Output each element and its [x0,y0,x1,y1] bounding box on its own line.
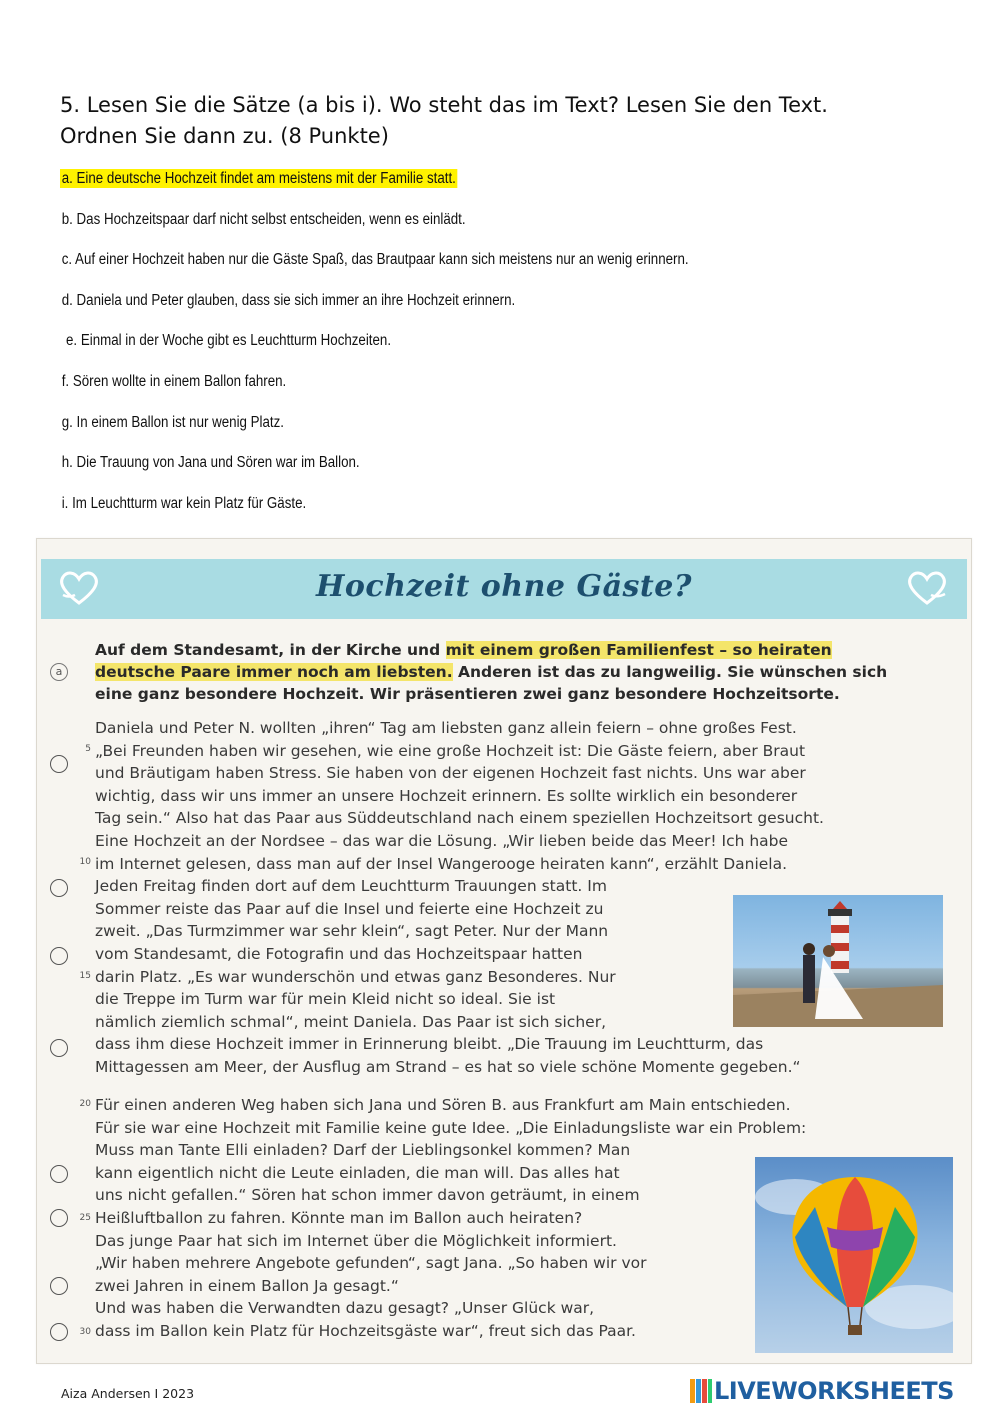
text-line: Heißluftballon zu fahren. Könnte man im Ballon auch heiraten? [95,1208,583,1227]
line-number: 25 [79,1213,91,1223]
text-line: „Bei Freunden haben wir gesehen, wie eine große Hochzeit ist: Die Gäste feiern, aber Braut [95,741,806,760]
text-line: „Wir haben mehrere Angebote gefunden“, sagt Jana. „So haben wir vor [95,1254,647,1273]
text-line: Das junge Paar hat sich im Internet über die Möglichkeit informiert. [95,1231,617,1250]
intro-line [95,661,955,683]
line-number: 20 [79,1099,91,1109]
intro-line: eine ganz besondere Hochzeit. Wir präsentieren zwei ganz besondere Hochzeitsorte. [95,685,840,703]
text-line: dass im Ballon kein Platz für Hochzeitsgäste war“, freut sich das Paar. [95,1321,636,1340]
sentence-text: i. Im Leuchtturm war kein Platz für Gäste. [61,494,307,512]
sentence-e[interactable] [60,329,834,370]
text-line: zweit. „Das Turmzimmer war sehr klein“, sagt Peter. Nur der Mann [95,922,609,941]
intro-line [95,639,955,661]
text-line: Eine Hochzeit an der Nordsee – das war die Lösung. „Wir lieben beide das Meer! Ich habe [95,831,789,850]
heart-icon [905,567,949,607]
sentence-g[interactable] [60,411,834,452]
sentence-text: b. Das Hochzeitspaar darf nicht selbst entscheiden, wenn es einlädt. [61,210,466,228]
sentence-text: g. In einem Ballon ist nur wenig Platz. [61,413,285,431]
hot-air-balloon-illustration [755,1157,953,1353]
sentence-i[interactable] [60,492,834,533]
line-number: 30 [79,1327,91,1337]
sentence-list [60,167,960,532]
sentence-text: e. Einmal in der Woche gibt es Leuchtturm Hochzeiten. [66,332,392,350]
intro-highlight: mit einem großen Familienfest – so heiraten [445,641,832,659]
text-line: dass ihm diese Hochzeit immer in Erinnerung bleibt. „Die Trauung im Leuchtturm, das [95,1035,764,1054]
text-line: nämlich ziemlich schmal“, meint Daniela. Das Paar ist sich sicher, [95,1012,606,1031]
text-line: die Treppe im Turm war für mein Kleid nicht so ideal. Sie ist [95,990,556,1009]
text-line: Und was haben die Verwandten dazu gesagt? „Unser Glück war, [95,1299,595,1318]
liveworksheets-wordmark: LIVEWORKSHEETS [714,1377,954,1405]
text-line: Für einen anderen Weg haben sich Jana und Sören B. aus Frankfurt am Main entschieden. [95,1096,791,1114]
line-number: 10 [79,857,91,867]
text-line: zwei Jahren in einem Ballon Ja gesagt.“ [95,1276,399,1295]
text-line: Sommer reiste das Paar auf die Insel und feierte eine Hochzeit zu [95,899,604,918]
text-line: Mittagessen am Meer, der Ausflug am Strand – es hat so viele schöne Momente gegeben.“ [95,1057,801,1076]
task-title [60,90,940,152]
liveworksheets-logo[interactable] [690,1376,990,1406]
article-title: Hochzeit ohne Gäste? [316,569,692,604]
liveworksheets-icon [690,1379,712,1403]
task-title-line-2: Ordnen Sie dann zu. (8 Punkte) [60,124,389,148]
text-line: Jeden Freitag finden dort auf dem Leuchtturm Trauungen statt. Im [95,877,607,896]
answer-circle[interactable] [50,1277,68,1295]
sentence-text: c. Auf einer Hochzeit haben nur die Gäste Spaß, das Brautpaar kann sich meistens nur an wenig erinnern. [61,251,689,269]
text-line: Daniela und Peter N. wollten „ihren“ Tag am liebsten ganz allein feiern – ohne großes Fest. [95,719,797,737]
text-line: darin Platz. „Es war wunderschön und etwas ganz Besonderes. Nur [95,967,616,986]
hot-air-balloon-photo [755,1157,953,1353]
text-line: Für sie war eine Hochzeit mit Familie keine gute Idee. „Die Einladungsliste war ein Problem: [95,1118,807,1137]
sentence-text: f. Sören wollte in einem Ballon fahren. [61,372,287,390]
lighthouse-wedding-illustration [733,895,943,1027]
sentence-text: h. Die Trauung von Jana und Sören war im Ballon. [61,454,360,472]
intro-text: Auf dem Standesamt, in der Kirche und [95,641,446,659]
sentence-c[interactable] [60,248,834,289]
answer-circle[interactable] [50,947,68,965]
text-line: uns nicht gefallen.“ Sören hat schon immer davon geträumt, in einem [95,1186,640,1205]
text-line: im Internet gelesen, dass man auf der Insel Wangerooge heiraten kann“, erzählt Daniela. [95,854,788,873]
intro-highlight: deutsche Paare immer noch am liebsten. [95,663,453,681]
sentence-a[interactable] [60,167,834,208]
article-scan [36,538,972,1364]
answer-circle-a: a [50,663,68,681]
lighthouse-wedding-photo [733,895,943,1027]
text-line: Tag sein.“ Also hat das Paar aus Süddeutschland nach einem speziellen Hochzeitsort gesucht. [95,809,824,828]
line-number: 15 [79,971,91,981]
text-line: Muss man Tante Elli einladen? Darf der Lieblingsonkel kommen? Man [95,1141,631,1160]
task-title-line-1: 5. Lesen Sie die Sätze (a bis i). Wo steht das im Text? Lesen Sie den Text. [60,93,828,117]
text-line: und Bräutigam haben Stress. Sie haben von der eigenen Hochzeit fast nichts. Uns war aber [95,764,806,783]
answer-circle[interactable] [50,755,68,773]
article-banner [41,559,967,619]
sentence-b[interactable] [60,208,834,249]
answer-circle[interactable] [50,879,68,897]
answer-circle[interactable] [50,1165,68,1183]
answer-circle[interactable] [50,1209,68,1227]
article-paragraph-1 [95,717,824,1079]
author-credit: Aiza Andersen I 2023 [61,1386,195,1401]
answer-circle[interactable] [50,1323,68,1341]
text-line: vom Standesamt, die Fotografin und das Hochzeitspaar hatten [95,944,583,963]
line-number: 5 [85,744,91,754]
text-line: kann eigentlich nicht die Leute einladen, die man will. Das alles hat [95,1163,620,1182]
sentence-text: a. Eine deutsche Hochzeit findet am meistens mit der Familie statt. [61,170,456,187]
sentence-h[interactable] [60,451,834,492]
sentence-d[interactable] [60,289,834,330]
intro-text: Anderen ist das zu langweilig. Sie wünschen sich [452,663,888,681]
article-paragraph-2 [95,1094,806,1343]
article-intro [95,639,955,705]
answer-circle[interactable] [50,1039,68,1057]
sentence-text: d. Daniela und Peter glauben, dass sie sich immer an ihre Hochzeit erinnern. [61,291,516,309]
sentence-f[interactable] [60,370,834,411]
text-line: wichtig, dass wir uns immer an unsere Hochzeit erinnern. Es sollte wirklich ein besonderer [95,786,798,805]
